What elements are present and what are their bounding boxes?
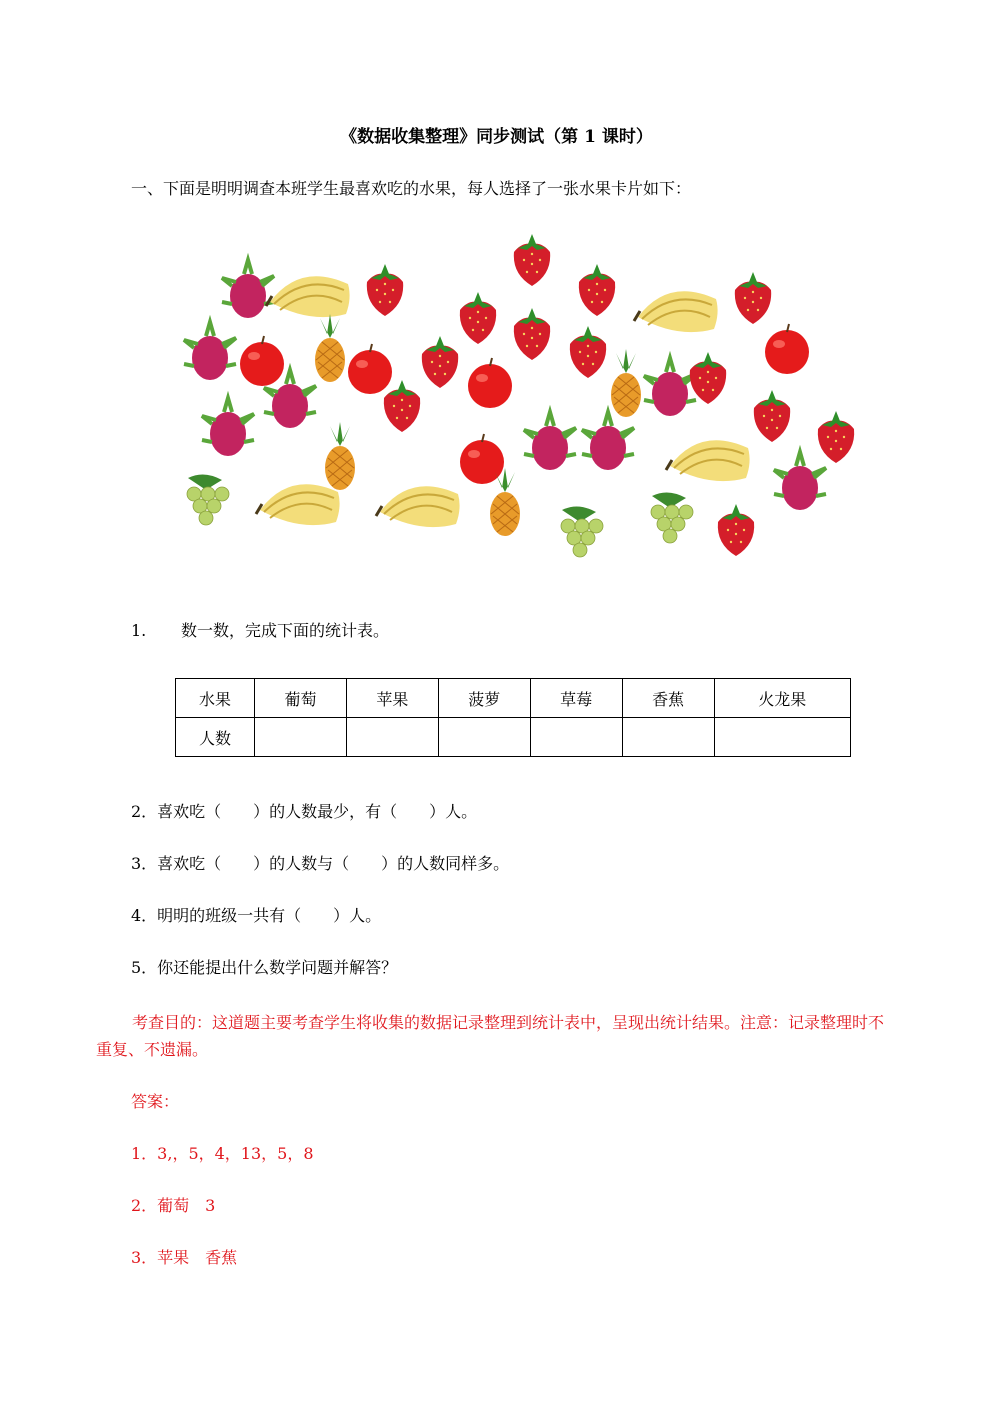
purpose-paragraph: [96, 1009, 896, 1063]
count-cell[interactable]: [714, 718, 850, 757]
answer-3: 3．苹果 香蕉: [131, 1248, 238, 1267]
fruit-cards-illustration: [160, 222, 870, 572]
column-header: 火龙果: [714, 679, 850, 718]
question-5: 5．你还能提出什么数学问题并解答？: [131, 958, 398, 977]
column-header: 菠萝: [438, 679, 530, 718]
count-cell[interactable]: [255, 718, 347, 757]
row-header-count: 人数: [176, 718, 255, 757]
statistics-table: [175, 678, 851, 757]
purpose-label: 考查目的：: [132, 1013, 213, 1032]
answer-2: 2．葡萄 3: [131, 1196, 216, 1215]
column-header: 草莓: [530, 679, 622, 718]
question-3: 3．喜欢吃（ ）的人数与（ ）的人数同样多。: [131, 854, 510, 873]
answer-1: 1．3,，5，4，13，5，8: [131, 1144, 314, 1163]
count-cell[interactable]: [438, 718, 530, 757]
answer-label: 答案：: [131, 1092, 180, 1111]
count-cell[interactable]: [622, 718, 714, 757]
table-row: [176, 679, 851, 718]
column-header: 葡萄: [255, 679, 347, 718]
row-header-fruit: 水果: [176, 679, 255, 718]
question-2: 2．喜欢吃（ ）的人数最少，有（ ）人。: [131, 802, 478, 821]
question-4: 4．明明的班级一共有（ ）人。: [131, 906, 382, 925]
purpose-text: 这道题主要考查学生将收集的数据记录整理到统计表中，呈现出统计结果。注意：记录整理时不重复、不遗漏。: [96, 1013, 885, 1059]
page-title: 《数据收集整理》同步测试（第 1 课时）: [340, 127, 653, 147]
column-header: 香蕉: [622, 679, 714, 718]
question-1-text: 数一数，完成下面的统计表。: [181, 621, 390, 640]
column-header: 苹果: [346, 679, 438, 718]
table-row: [176, 718, 851, 757]
intro-text: 一、下面是明明调查本班学生最喜欢吃的水果，每人选择了一张水果卡片如下：: [131, 179, 692, 198]
count-cell[interactable]: [530, 718, 622, 757]
question-1-number: 1.: [131, 621, 147, 640]
count-cell[interactable]: [346, 718, 438, 757]
